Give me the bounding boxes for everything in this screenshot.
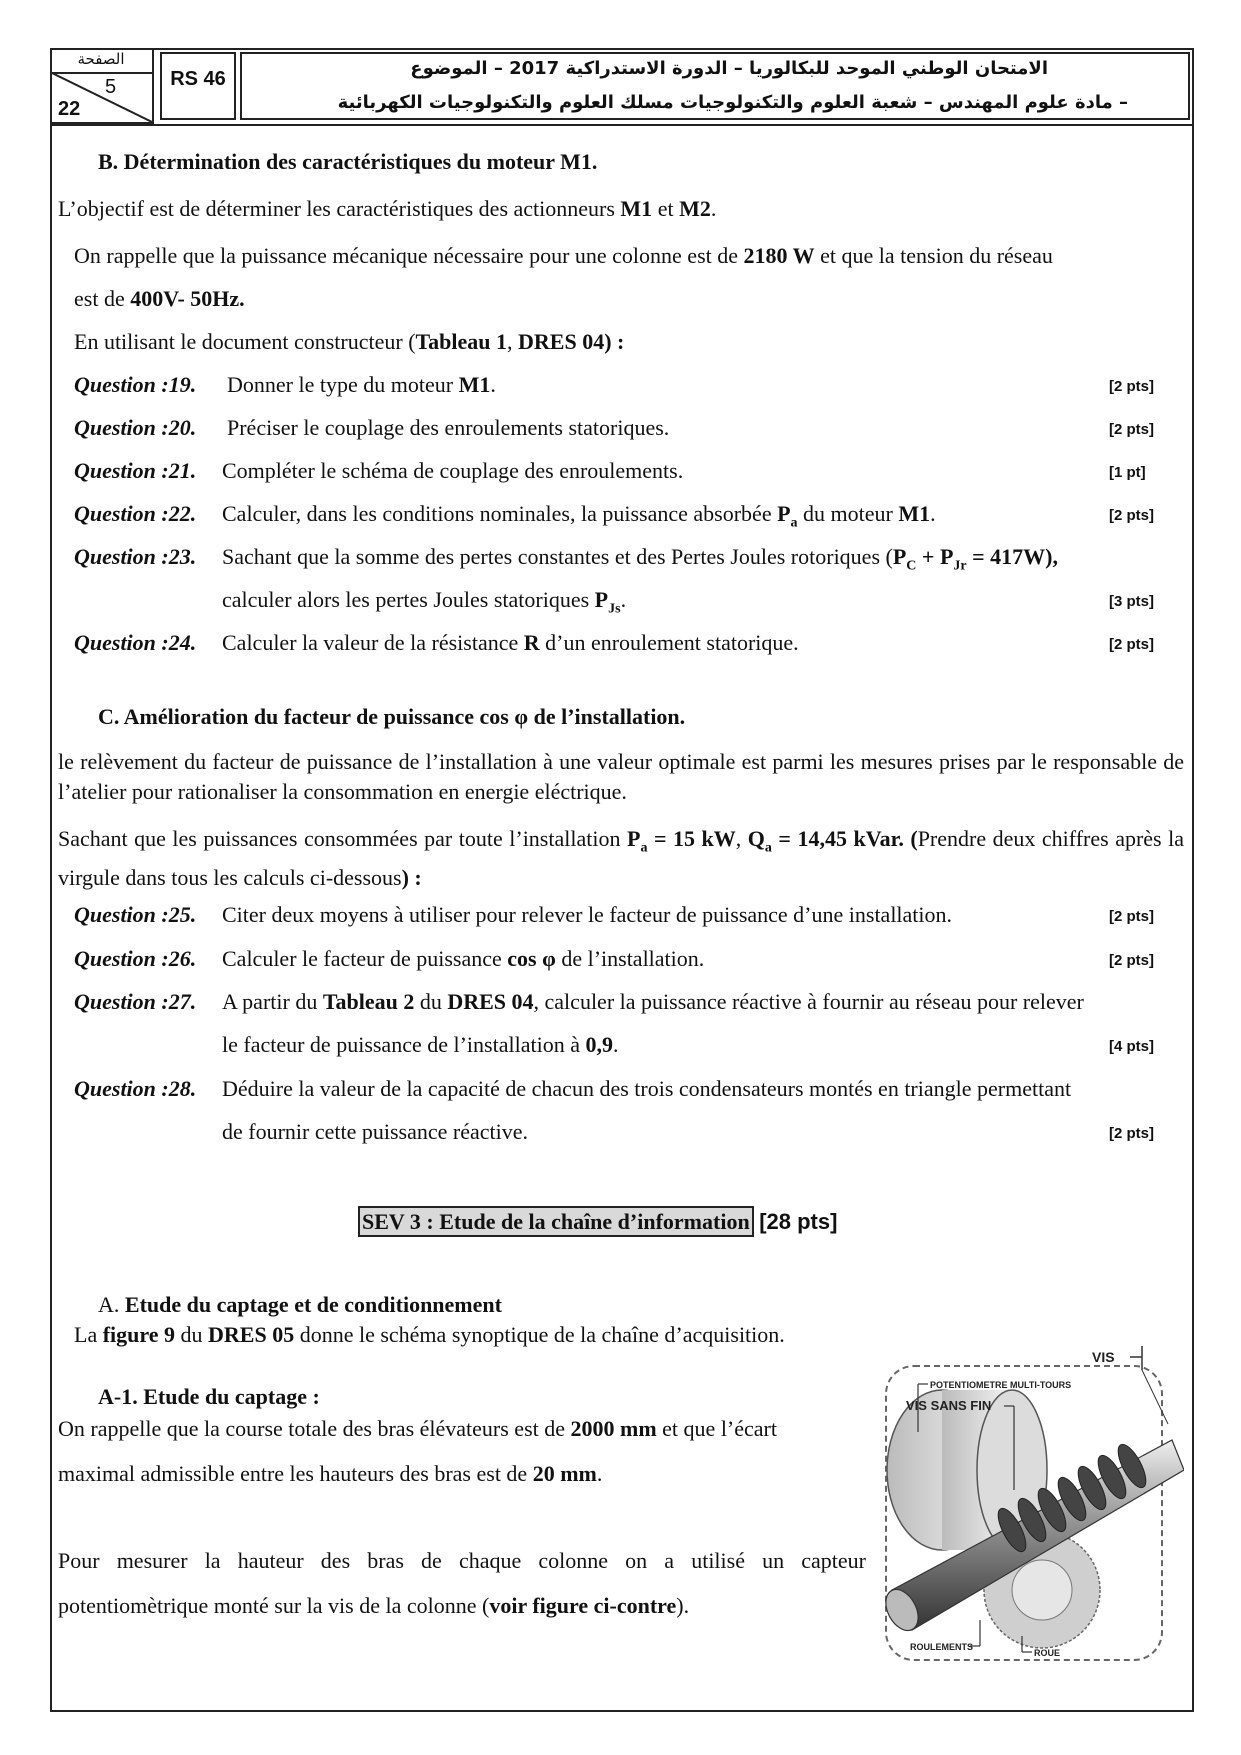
- section-b-title: B. Détermination des caractéristiques du moteur M1.: [98, 149, 598, 174]
- section-b-intro-2: On rappelle que la puissance mécanique nécessaire pour une colonne est de 2180 W et que la tension du réseau: [74, 243, 1053, 268]
- exam-title-line2: – مادة علوم المهندس – شعبة العلوم والتكنولوجيات مسلك العلوم والتكنولوجيات الكهربائية: [337, 92, 1128, 113]
- question-27-points: [4 pts]: [1109, 1038, 1154, 1055]
- page-label: الصفحة: [77, 50, 125, 68]
- page-number: 5: [105, 76, 117, 98]
- sensor-figure: [872, 1340, 1184, 1670]
- question-20-label: Question :20.: [74, 415, 197, 440]
- question-22-points: [2 pts]: [1109, 507, 1154, 524]
- question-28-points: [2 pts]: [1109, 1125, 1154, 1142]
- question-26-label: Question :26.: [74, 946, 197, 971]
- label-vis: VIS: [1092, 1349, 1115, 1365]
- section-a1-para-2b: potentiomètrique monté sur la vis de la colonne (voir figure ci-contre).: [58, 1593, 690, 1618]
- question-22-text: Calculer, dans les conditions nominales, la puissance absorbée $P_a$ du moteur M1.: [222, 501, 936, 531]
- question-23-text: Sachant que la somme des pertes constantes et des Pertes Joules rotoriques $(P_C + P_{Jr} = 417W)$,: [222, 544, 1058, 574]
- label-bearings: ROULEMENTS: [910, 1642, 973, 1652]
- section-a-intro: La figure 9 du DRES 05 donne le schéma synoptique de la chaîne d’acquisition.: [74, 1322, 785, 1347]
- section-b-intro-4: En utilisant le document constructeur (Tableau 1, DRES 04) :: [74, 329, 625, 354]
- label-worm-screw: VIS SANS FIN: [906, 1398, 992, 1413]
- question-19-label: Question :19.: [74, 372, 197, 397]
- question-26-points: [2 pts]: [1109, 952, 1154, 969]
- question-24-points: [2 pts]: [1109, 636, 1154, 653]
- question-28-text-2: de fournir cette puissance réactive.: [222, 1119, 529, 1144]
- question-26-text: Calculer le facteur de puissance cos φ de l’installation.: [222, 946, 705, 971]
- exam-title-box: [240, 52, 1190, 120]
- question-28-label: Question :28.: [74, 1076, 197, 1101]
- section-a1-para-2a: Pour mesurer la hauteur des bras de chaque colonne on a utilisé un capteur: [58, 1548, 866, 1573]
- page-total: 22: [58, 98, 81, 120]
- question-25-text: Citer deux moyens à utiliser pour relever le facteur de puissance d’une installation.: [222, 902, 953, 927]
- question-23-text-2: calculer alors les pertes Joules statoriques $P_{Js}$.: [222, 587, 627, 617]
- question-24-text: Calculer la valeur de la résistance R d’un enroulement statorique.: [222, 630, 799, 655]
- section-a1-title: A-1. Etude du captage :: [98, 1384, 320, 1409]
- question-23-points: [3 pts]: [1109, 593, 1154, 610]
- section-b-intro-3: est de 400V- 50Hz.: [74, 286, 245, 311]
- section-a-title: A. Etude du captage et de conditionnement: [98, 1292, 502, 1317]
- question-21-points: [1 pt]: [1109, 464, 1146, 481]
- question-20-text: Préciser le couplage des enroulements statoriques.: [227, 415, 670, 440]
- label-wheel: ROUE: [1034, 1648, 1061, 1658]
- page-number-box: [50, 48, 154, 124]
- question-25-label: Question :25.: [74, 902, 197, 927]
- question-25-points: [2 pts]: [1109, 908, 1154, 925]
- sev3-heading: [358, 1209, 837, 1235]
- question-19-text: Donner le type du moteur M1.: [227, 372, 496, 397]
- question-22-label: Question :22.: [74, 501, 197, 526]
- section-a1-para-1a: On rappelle que la course totale des bras élévateurs est de 2000 mm et que l’écart: [58, 1416, 777, 1441]
- question-27-text-2: le facteur de puissance de l’installation à 0,9.: [222, 1032, 619, 1057]
- question-27-text: A partir du Tableau 2 du DRES 04, calculer la puissance réactive à fournir au réseau pour relever: [222, 989, 1084, 1014]
- question-19-points: [2 pts]: [1109, 378, 1154, 395]
- sev3-points: [28 pts]: [759, 1209, 838, 1234]
- section-c-paragraph-1: le relèvement du facteur de puissance de l’installation à une valeur optimale est parmi les mesures prises par le responsable de l’atelier pour rationaliser la consommation en energie eléctrique.: [58, 749, 1184, 804]
- exam-title-line1: الامتحان الوطني الموحد للبكالوريا – الدورة الاستدراكية 2017 – الموضوع: [410, 58, 1048, 79]
- sev3-title: SEV 3 : Etude de la chaîne d’information: [358, 1206, 754, 1237]
- section-c-paragraph-2: Sachant que les puissances consommées par toute l’installation $P_a = 15$ kW, $Q_a = 14,45$ kVar. (Prendre deux chiffres après la virgule dans tous les calculs ci-dessous) :: [58, 826, 1185, 891]
- question-21-label: Question :21.: [74, 458, 197, 483]
- question-27-label: Question :27.: [74, 989, 197, 1014]
- section-a1-para-1b: maximal admissible entre les hauteurs des bras est de 20 mm.: [58, 1461, 603, 1486]
- question-20-points: [2 pts]: [1109, 421, 1154, 438]
- question-21-text: Compléter le schéma de couplage des enroulements.: [222, 458, 684, 483]
- question-23-label: Question :23.: [74, 544, 197, 569]
- label-potentiometer: POTENTIOMETRE MULTI-TOURS: [930, 1380, 1072, 1390]
- exam-code: RS 46: [160, 52, 236, 120]
- section-b-intro-1: L’objectif est de déterminer les caractéristiques des actionneurs M1 et M2.: [58, 196, 717, 221]
- question-28-text: Déduire la valeur de la capacité de chacun des trois condensateurs montés en triangle permettant: [222, 1076, 1072, 1101]
- question-24-label: Question :24.: [74, 630, 197, 655]
- section-c-title: C. Amélioration du facteur de puissance cos φ de l’installation.: [98, 704, 686, 729]
